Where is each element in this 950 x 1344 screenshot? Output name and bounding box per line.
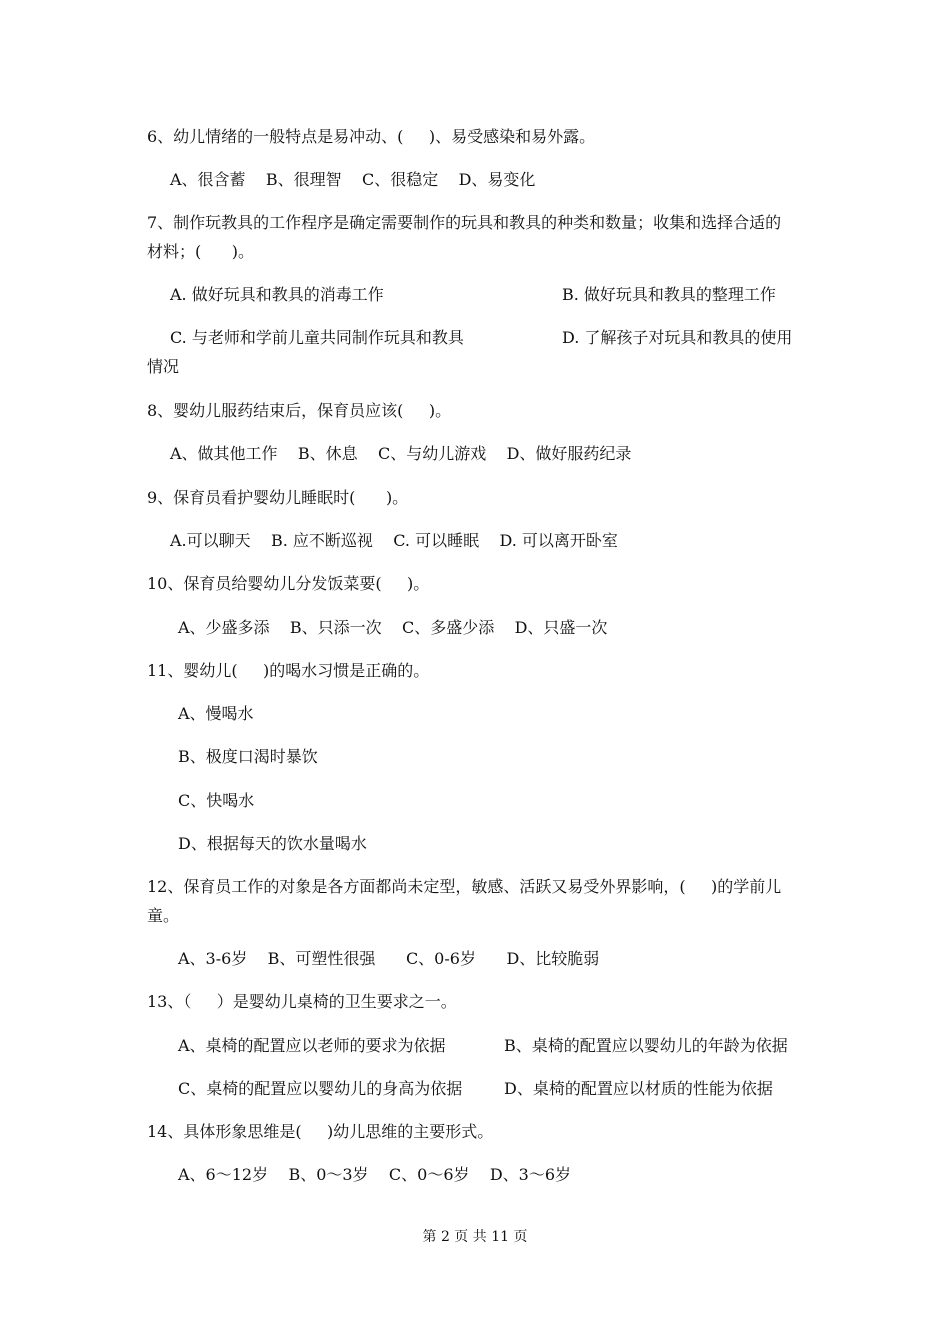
- question-11-stem: 11、婴幼儿( )的喝水习惯是正确的。: [147, 661, 430, 680]
- question-7-option-d: D. 了解孩子对玩具和教具的使用: [562, 328, 793, 347]
- question-11-option-a: A、慢喝水: [178, 704, 254, 723]
- question-6-stem: 6、幼儿情绪的一般特点是易冲动、( )、易受感染和易外露。: [147, 127, 596, 146]
- question-7-option-b: B. 做好玩具和教具的整理工作: [562, 285, 776, 304]
- question-8-options: A、做其他工作 B、休息 C、与幼儿游戏 D、做好服药纪录: [170, 444, 632, 463]
- question-7-option-c: C. 与老师和学前儿童共同制作玩具和教具: [170, 328, 464, 347]
- question-8-stem: 8、婴幼儿服药结束后，保育员应该( )。: [147, 401, 452, 420]
- question-7-stem-line2: 材料；( )。: [147, 242, 255, 261]
- question-7-option-a: A. 做好玩具和教具的消毒工作: [170, 285, 384, 304]
- question-10-stem: 10、保育员给婴幼儿分发饭菜要( )。: [147, 574, 430, 593]
- question-11-option-d: D、根据每天的饮水量喝水: [178, 834, 367, 853]
- question-13-option-b: B、桌椅的配置应以婴幼儿的年龄为依据: [504, 1036, 788, 1055]
- question-11-option-b: B、极度口渴时暴饮: [178, 747, 318, 766]
- question-11-option-c: C、快喝水: [178, 791, 255, 810]
- question-13-option-d: D、桌椅的配置应以材质的性能为依据: [504, 1079, 773, 1098]
- question-10-options: A、少盛多添 B、只添一次 C、多盛少添 D、只盛一次: [178, 618, 608, 637]
- question-12-stem-line1: 12、保育员工作的对象是各方面都尚未定型，敏感、活跃又易受外界影响，( )的学前儿: [147, 877, 782, 896]
- question-13-option-c: C、桌椅的配置应以婴幼儿的身高为依据: [178, 1079, 463, 1098]
- question-12-options: A、3-6岁 B、可塑性很强 C、0-6岁 D、比较脆弱: [178, 949, 600, 968]
- question-7-stem-line1: 7、制作玩教具的工作程序是确定需要制作的玩具和教具的种类和数量；收集和选择合适的: [147, 213, 782, 232]
- question-9-options: A.可以聊天 B. 应不断巡视 C. 可以睡眠 D. 可以离开卧室: [170, 531, 618, 550]
- page-number-footer: 第 2 页 共 11 页: [422, 1229, 528, 1245]
- question-14-options: A、6～12岁 B、0～3岁 C、0～6岁 D、3～6岁: [178, 1165, 572, 1184]
- question-13-option-a: A、桌椅的配置应以老师的要求为依据: [178, 1036, 446, 1055]
- question-13-stem: 13、（ ）是婴幼儿桌椅的卫生要求之一。: [147, 992, 457, 1011]
- question-12-stem-line2: 童。: [147, 906, 180, 925]
- question-14-stem: 14、具体形象思维是( )幼儿思维的主要形式。: [147, 1122, 494, 1141]
- question-6-options: A、很含蓄 B、很理智 C、很稳定 D、易变化: [170, 170, 536, 189]
- question-7-option-d-continued: 情况: [147, 357, 180, 376]
- question-9-stem: 9、保育员看护婴幼儿睡眠时( )。: [147, 488, 409, 507]
